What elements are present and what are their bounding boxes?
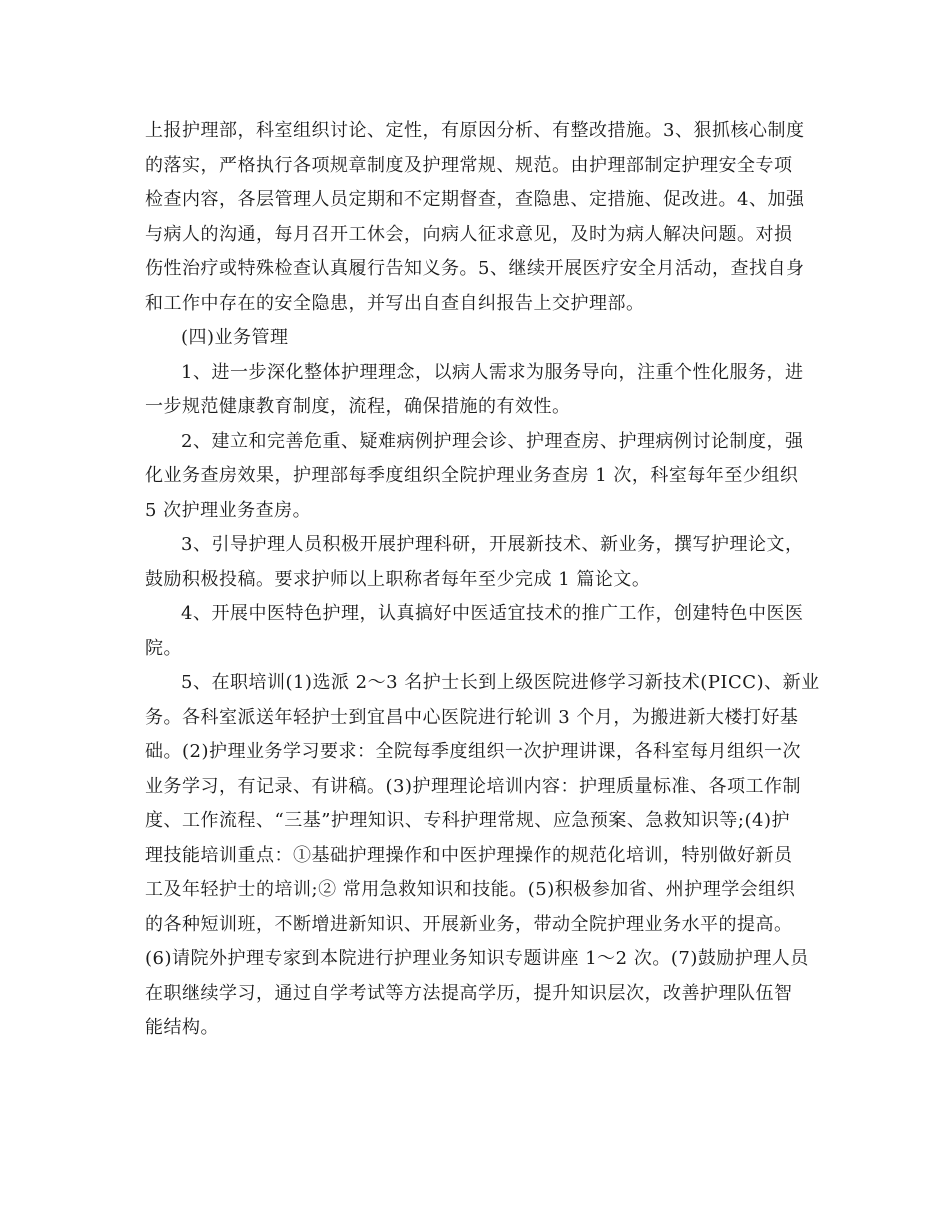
text-line: 能结构。 — [145, 1017, 219, 1038]
text-line: 鼓励积极投稿。要求护师以上职称者每年至少完成 1 篇论文。 — [145, 568, 651, 590]
text-line: (6)请院外护理专家到本院进行护理业务知识专题讲座 1～2 次。(7)鼓励护理人员 — [145, 948, 809, 969]
text-line: 和工作中存在的安全隐患，并写出自查自纠报告上交护理部。 — [145, 292, 645, 314]
text-line: 务。各科室派送年轻护士到宜昌中心医院进行轮训 3 个月，为搬进新大楼打好基 — [145, 706, 799, 728]
text-line: 院。 — [145, 637, 182, 659]
text-line: 业务学习，有记录、有讲稿。(3)护理理论培训内容：护理质量标准、各项工作制 — [145, 775, 801, 797]
text-line: 3、引导护理人员积极开展护理科研，开展新技术、新业务，撰写护理论文， — [181, 534, 804, 555]
text-line: (四)业务管理 — [181, 327, 289, 348]
text-line: 检查内容，各层管理人员定期和不定期督查，查隐患、定措施、促改进。4、加强 — [145, 189, 805, 210]
text-line: 5、在职培训(1)选派 2～3 名护士长到上级医院进修学习新技术(PICC)、新业 — [181, 672, 820, 693]
text-line: 度、工作流程、“三基”护理知识、专科护理常规、应急预案、急救知识等;(4)护 — [145, 810, 790, 831]
text-line: 理技能培训重点：①基础护理操作和中医护理操作的规范化培训，特别做好新员 — [145, 844, 793, 866]
text-line: 一步规范健康教育制度，流程，确保措施的有效性。 — [145, 396, 571, 417]
document-body — [145, 114, 820, 1046]
text-line: 工及年轻护士的培训;② 常用急救知识和技能。(5)积极参加省、州护理学会组织 — [145, 879, 796, 900]
text-line: 2、建立和完善危重、疑难病例护理会诊、护理查房、护理病例讨论制度，强 — [181, 430, 804, 452]
text-line: 5 次护理业务查房。 — [145, 499, 312, 521]
text-line: 与病人的沟通，每月召开工休会，向病人征求意见，及时为病人解决问题。对损 — [145, 223, 793, 245]
text-line: 上报护理部，科室组织讨论、定性，有原因分析、有整改措施。3、狠抓核心制度 — [145, 120, 805, 141]
text-line: 的各种短训班，不断增进新知识、开展新业务，带动全院护理业务水平的提高。 — [145, 913, 793, 935]
text-line: 伤性治疗或特殊检查认真履行告知义务。5、继续开展医疗安全月活动，查找自身 — [145, 258, 805, 279]
text-line: 的落实，严格执行各项规章制度及护理常规、规范。由护理部制定护理安全专项 — [145, 154, 793, 176]
text-line: 1、进一步深化整体护理理念，以病人需求为服务导向，注重个性化服务，进 — [181, 361, 804, 383]
text-line: 在职继续学习，通过自学考试等方法提高学历，提升知识层次，改善护理队伍智 — [145, 982, 793, 1004]
text-line: 4、开展中医特色护理，认真搞好中医适宜技术的推广工作，创建特色中医医 — [181, 603, 804, 624]
text-line: 化业务查房效果，护理部每季度组织全院护理业务查房 1 次，科室每年至少组织 — [145, 465, 799, 486]
text-line: 础。(2)护理业务学习要求：全院每季度组织一次护理讲课，各科室每月组织一次 — [145, 741, 801, 762]
